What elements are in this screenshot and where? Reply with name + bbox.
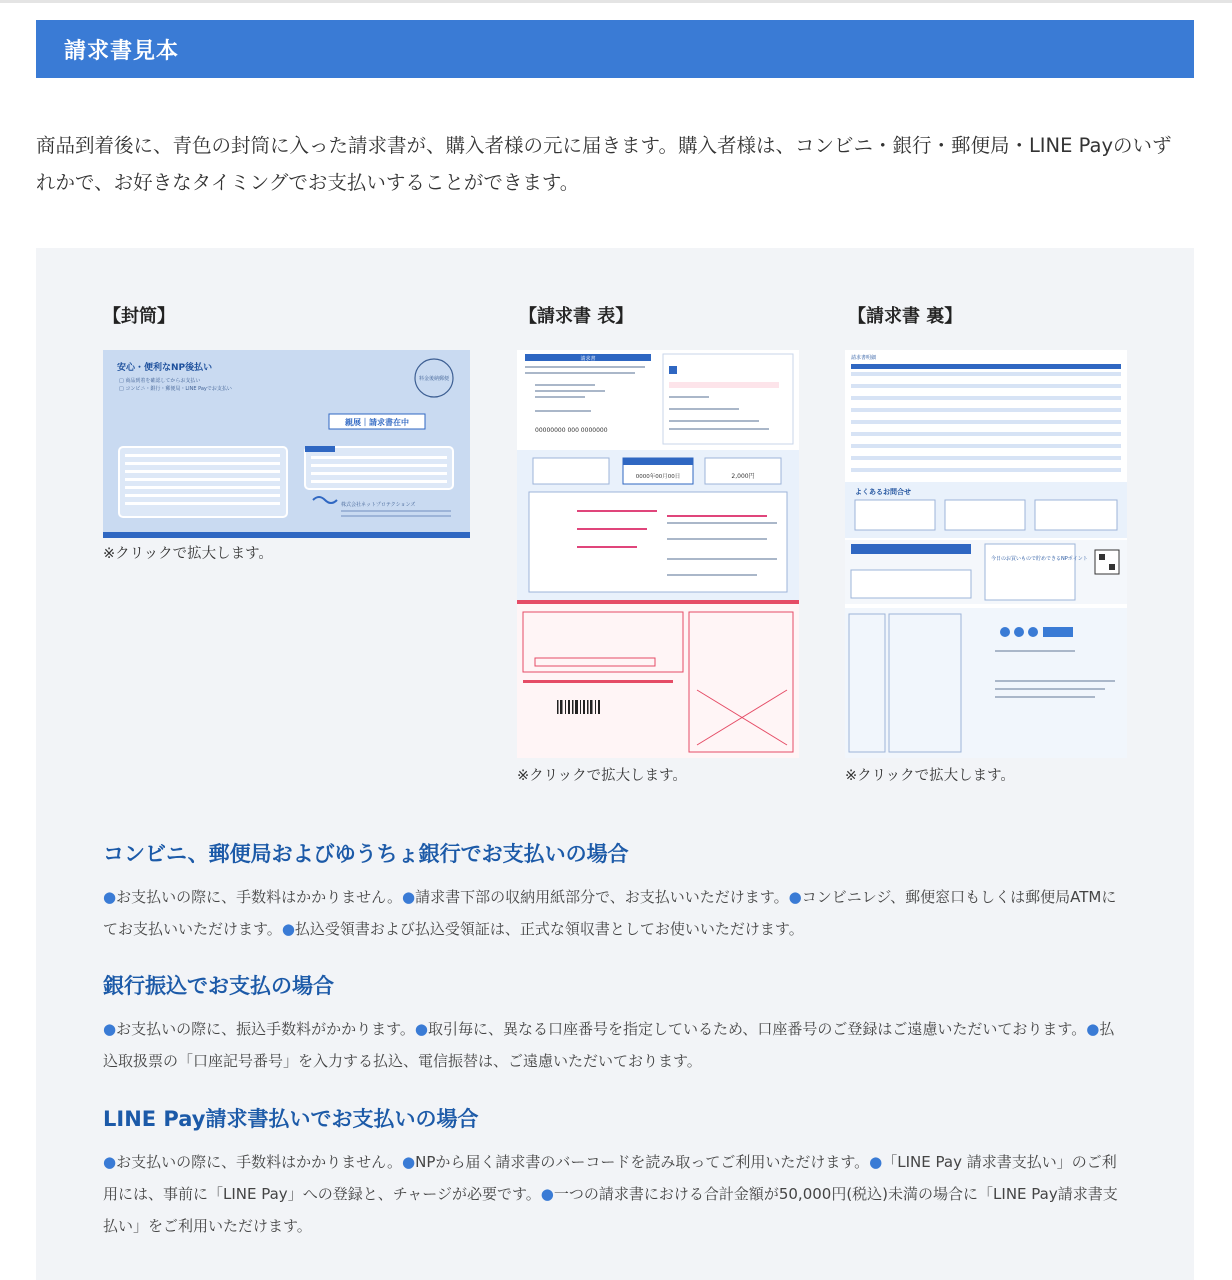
- section-item: 一つの請求書における合計金額が50,000円(税込)未満の場合に「LINE Pay請求書支払い」をご利用いただけます。: [103, 1185, 1118, 1235]
- bullet-dot: ●: [414, 1020, 428, 1038]
- section-item: お支払いの際に、手数料はかかりません。: [116, 1153, 402, 1171]
- bullet-dot: ●: [103, 888, 117, 906]
- section-body-line-pay: [103, 1146, 1128, 1242]
- section-body-bank-transfer: [103, 1013, 1128, 1077]
- invoice-front-heading: 請求書: [580, 356, 596, 362]
- section-item: 取引毎に、異なる口座番号を指定しているため、口座番号のご登録はご遠慮いただいております。: [428, 1020, 1087, 1038]
- envelope-line1: □ 商品到着を確認してからお支払い: [119, 378, 201, 384]
- invoice-back-image[interactable]: [845, 350, 1127, 758]
- page-title: 請求書見本: [64, 38, 180, 64]
- section-item: NPから届く請求書のバーコードを読み取ってご利用いただけます。: [415, 1153, 870, 1171]
- section-title-bank-transfer: 銀行振込でお支払の場合: [103, 974, 334, 998]
- bullet-dot: ●: [540, 1185, 554, 1203]
- bullet-dot: ●: [869, 1153, 883, 1171]
- bullet-dot: ●: [103, 1153, 117, 1171]
- bullet-dot: ●: [281, 920, 295, 938]
- invoice-back-faq: よくあるお問合せ: [855, 488, 911, 496]
- envelope-caption: ※クリックで拡大します。: [103, 546, 273, 562]
- envelope-company: 株式会社ネットプロテクションズ: [341, 502, 416, 508]
- section-title-line-pay: LINE Pay請求書払いでお支払いの場合: [103, 1107, 479, 1131]
- section-body-convenience: [103, 881, 1128, 945]
- envelope-notice: 親展｜請求書在中: [345, 418, 409, 427]
- envelope-headline: 安心・便利なNP後払い: [117, 363, 213, 373]
- bullet-dot: ●: [402, 1153, 416, 1171]
- section-title-convenience: コンビニ、郵便局およびゆうちょ銀行でお支払いの場合: [103, 842, 629, 866]
- invoice-front-label: 【請求書 表】: [519, 306, 634, 327]
- section-item: コンビニレジ、郵便窓口もしくは郵便局ATMにてお支払いいただけます。: [103, 888, 1117, 938]
- envelope-line2: □ コンビニ・銀行・郵便局・LINE Payでお支払い: [119, 386, 232, 392]
- envelope-stamp: 料金後納郵便: [418, 376, 450, 382]
- bullet-dot: ●: [103, 1020, 117, 1038]
- section-item: 「LINE Pay 請求書支払い」のご利用には、事前に「LINE Pay」への登録と、チャージが必要です。: [103, 1153, 1117, 1203]
- invoice-front-due: 0000年00月00日: [635, 474, 681, 480]
- section-header: [36, 20, 1194, 78]
- section-item: 払込取扱票の「口座記号番号」を入力する払込、電信振替は、ご遠慮いただいております。: [103, 1020, 1115, 1070]
- bullet-dot: ●: [402, 888, 416, 906]
- bullet-dot: ●: [788, 888, 802, 906]
- top-divider: [0, 0, 1232, 3]
- section-item: お支払いの際に、手数料はかかりません。: [116, 888, 402, 906]
- section-item: お支払いの際に、振込手数料がかかります。: [116, 1020, 415, 1038]
- invoice-front-amount: 2,000円: [731, 473, 755, 480]
- invoice-back-label: 【請求書 裏】: [848, 306, 963, 327]
- bullet-dot: ●: [1086, 1020, 1100, 1038]
- envelope-image[interactable]: [103, 350, 470, 538]
- samples-panel: [36, 248, 1194, 1280]
- section-item: 払込受領書および払込受領証は、正式な領収書としてお使いいただけます。: [294, 920, 804, 938]
- invoice-front-number: 00000000 000 0000000: [535, 427, 608, 434]
- envelope-label: 【封筒】: [103, 306, 175, 327]
- invoice-front-image[interactable]: [517, 350, 799, 758]
- section-item: 請求書下部の収納用紙部分で、お支払いいただけます。: [415, 888, 789, 906]
- invoice-back-caption: ※クリックで拡大します。: [845, 768, 1015, 784]
- invoice-back-heading: 請求書明細: [851, 355, 877, 361]
- intro-text: 商品到着後に、青色の封筒に入った請求書が、購入者様の元に届きます。購入者様は、コンビニ・銀行・郵便局・LINE Payのいずれかで、お好きなタイミングでお支払いすることができます。: [36, 134, 1172, 194]
- invoice-front-caption: ※クリックで拡大します。: [517, 768, 687, 784]
- invoice-back-point: 今日のお買いもので貯めできるNPポイント: [991, 556, 1088, 562]
